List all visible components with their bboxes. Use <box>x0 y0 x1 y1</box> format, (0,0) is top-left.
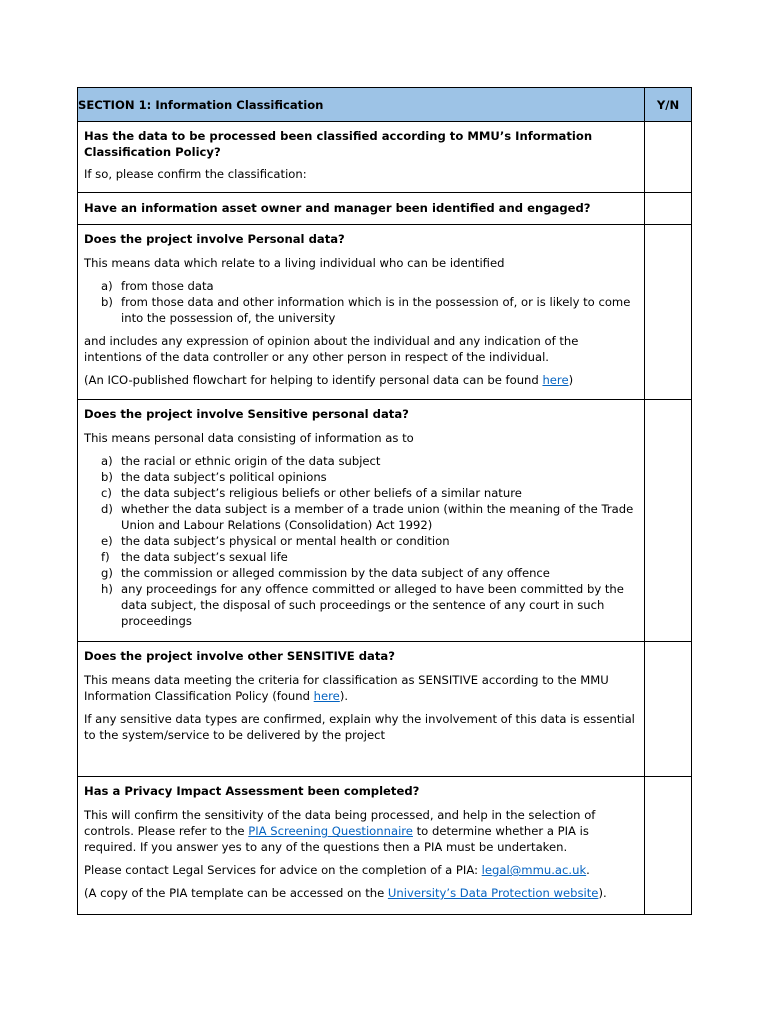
list-item <box>84 549 638 565</box>
legal-contact-para <box>84 862 638 878</box>
sensitive-justification-para: If any sensitive data types are confirmed, explain why the involvement of this data is essential to the system/service to be delivered by the project <box>84 712 635 742</box>
ico-flowchart-link[interactable]: here <box>542 373 569 387</box>
list-item <box>84 501 638 533</box>
para-text-end: ). <box>339 689 349 703</box>
question-other-sensitive-data: Does the project involve other SENSITIVE data? <box>84 649 395 663</box>
table-row <box>78 122 692 193</box>
para-text: Please contact Legal Services for advice on the completion of a PIA: <box>84 863 482 877</box>
list-marker: f) <box>101 550 110 564</box>
list-item <box>84 294 638 326</box>
classification-note: If so, please confirm the classification: <box>84 167 307 181</box>
list-item-text: any proceedings for any offence committed or alleged to have been committed by the data subject, the disposal of such proceedings or the sentence of any court in such proceedings <box>121 582 624 628</box>
list-item <box>84 469 638 485</box>
legal-email-link[interactable]: legal@mmu.ac.uk <box>481 863 587 877</box>
list-marker: e) <box>101 534 113 548</box>
question-cell <box>78 400 645 642</box>
list-marker: g) <box>101 566 113 580</box>
list-item-text: the data subject’s political opinions <box>121 470 327 484</box>
table-row <box>78 777 692 915</box>
data-protection-website-link[interactable]: University’s Data Protection website <box>387 886 599 900</box>
yn-answer-cell[interactable] <box>645 193 692 225</box>
table-header-row <box>78 88 692 122</box>
list-item-text: the data subject’s sexual life <box>121 550 288 564</box>
yn-answer-cell[interactable] <box>645 400 692 642</box>
list-item-text: the data subject’s physical or mental health or condition <box>121 534 450 548</box>
yn-column-header: Y/N <box>645 88 692 122</box>
yn-answer-cell[interactable] <box>645 225 692 400</box>
classification-policy-link[interactable]: here <box>313 689 340 703</box>
list-item <box>84 533 638 549</box>
personal-data-intro: This means data which relate to a living individual who can be identified <box>84 256 505 270</box>
list-item <box>84 278 638 294</box>
list-item-text: the racial or ethnic origin of the data subject <box>121 454 381 468</box>
note-text-end: ) <box>568 373 574 387</box>
list-item <box>84 565 638 581</box>
pia-description-para <box>84 807 638 855</box>
question-asset-owner: Have an information asset owner and manager been identified and engaged? <box>84 201 591 215</box>
question-sensitive-personal-data: Does the project involve Sensitive personal data? <box>84 407 409 421</box>
sensitive-data-list <box>84 453 638 629</box>
list-item-text: from those data and other information which is in the possession of, or is likely to come into the possession of, the university <box>121 295 631 325</box>
table-row <box>78 193 692 225</box>
para-text: This means data meeting the criteria for classification as SENSITIVE according to the MMU Information Classification Policy (found <box>84 673 609 703</box>
para-text: This will confirm the sensitivity of the data being processed, and help in the selection of controls. Please refer to the <box>84 808 596 838</box>
pia-template-para <box>84 885 638 901</box>
para-text-end: . <box>586 863 590 877</box>
list-item-text: the data subject’s religious beliefs or other beliefs of a similar nature <box>121 486 522 500</box>
yn-answer-cell[interactable] <box>645 642 692 777</box>
question-cell <box>78 122 645 193</box>
yn-answer-cell[interactable] <box>645 777 692 915</box>
question-cell <box>78 642 645 777</box>
list-marker: b) <box>101 470 113 484</box>
list-marker: h) <box>101 582 113 596</box>
note-text: (An ICO-published flowchart for helping to identify personal data can be found <box>84 373 543 387</box>
question-cell <box>78 777 645 915</box>
personal-data-extra: and includes any expression of opinion about the individual and any indication of the intentions of the data controller or any other person in respect of the individual. <box>84 334 579 364</box>
list-marker: b) <box>101 295 113 309</box>
para-text-end: ). <box>598 886 607 900</box>
question-cell <box>78 193 645 225</box>
other-sensitive-para <box>84 672 638 704</box>
ico-flowchart-note <box>84 372 638 388</box>
list-item-text: whether the data subject is a member of a trade union (within the meaning of the Trade Union and Labour Relations (Consolidation) Act 1992) <box>121 502 634 532</box>
table-row <box>78 642 692 777</box>
list-item-text: the commission or alleged commission by the data subject of any offence <box>121 566 550 580</box>
list-item-text: from those data <box>121 279 214 293</box>
pia-screening-questionnaire-link[interactable]: PIA Screening Questionnaire <box>248 824 413 838</box>
list-marker: a) <box>101 454 113 468</box>
table-row <box>78 400 692 642</box>
list-marker: c) <box>101 486 112 500</box>
list-marker: d) <box>101 502 113 516</box>
question-classified: Has the data to be processed been classified according to MMU’s Information Classification Policy? <box>84 129 593 159</box>
para-text: (A copy of the PIA template can be accessed on the <box>84 886 388 900</box>
table-row <box>78 225 692 400</box>
sensitive-data-intro: This means personal data consisting of information as to <box>84 431 414 445</box>
question-personal-data: Does the project involve Personal data? <box>84 232 345 246</box>
list-item <box>84 581 638 629</box>
personal-data-list <box>84 278 638 326</box>
list-item <box>84 485 638 501</box>
section-title: SECTION 1: Information Classification <box>78 88 645 122</box>
question-pia-completed: Has a Privacy Impact Assessment been completed? <box>84 784 420 798</box>
list-marker: a) <box>101 279 113 293</box>
yn-answer-cell[interactable] <box>645 122 692 193</box>
para-text-end: to determine whether a PIA is required. If you answer yes to any of the questions then a PIA must be undertaken. <box>84 824 589 854</box>
information-classification-table <box>77 87 692 915</box>
question-cell <box>78 225 645 400</box>
list-item <box>84 453 638 469</box>
